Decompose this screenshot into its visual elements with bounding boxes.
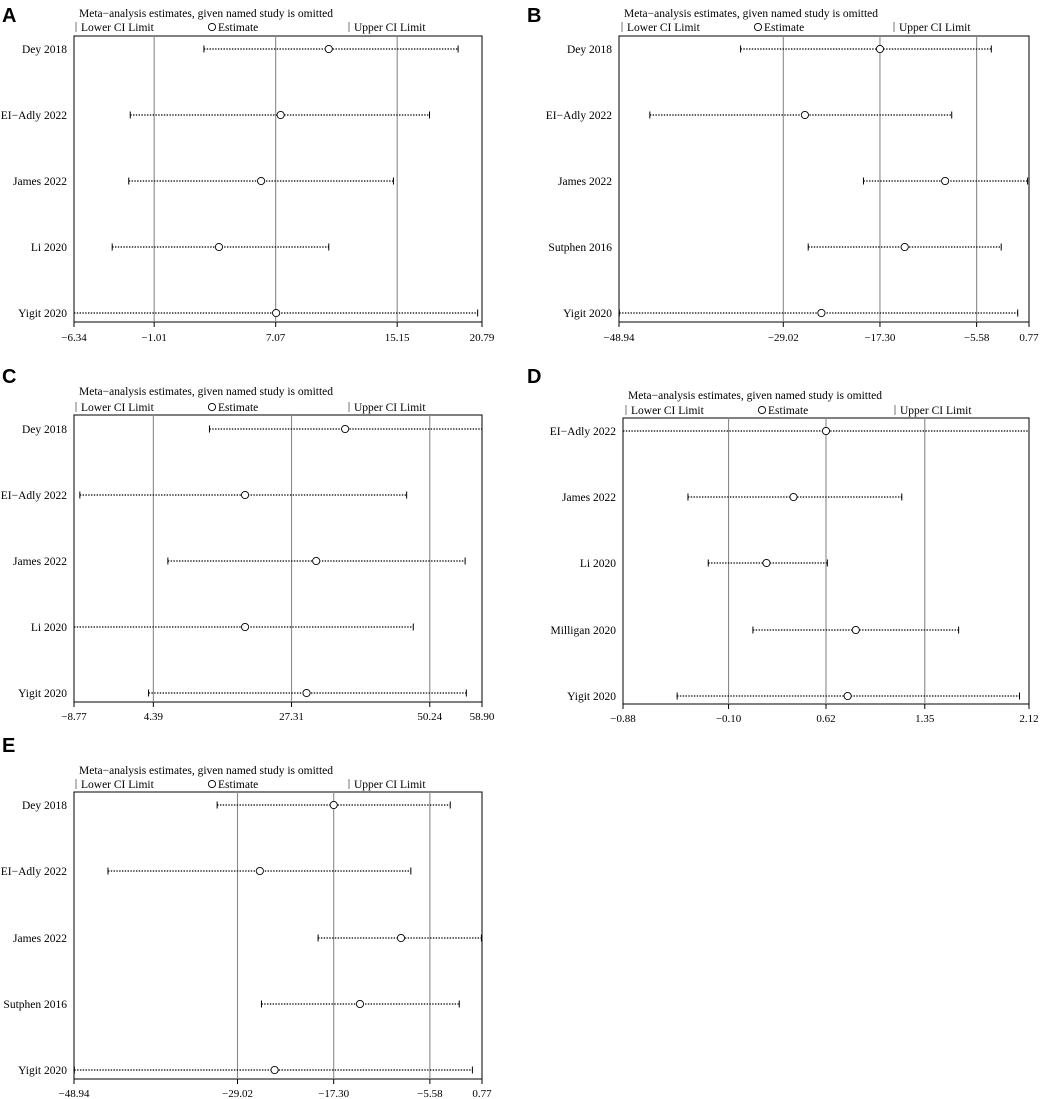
panel-d-study-label: James 2022 xyxy=(562,492,616,504)
panel-e-legend-estimate: Estimate xyxy=(218,779,259,791)
panel-a-title: Meta−analysis estimates, given named study is omitted xyxy=(79,8,334,20)
panel-a-estimate-point xyxy=(325,45,332,52)
panel-a-study-label: James 2022 xyxy=(13,176,67,188)
panel-b-study-label: Yigit 2020 xyxy=(563,308,612,320)
panel-e-estimate-point xyxy=(356,1000,363,1007)
panel-e-letter: E xyxy=(2,735,16,757)
panel-d-estimate-point xyxy=(790,493,797,500)
panel-b-plot-frame xyxy=(619,36,1029,322)
panel-d-tick-label-1: −0.88 xyxy=(610,713,636,725)
panel-d-study-label: Milligan 2020 xyxy=(550,625,616,637)
panel-d-tick-label-5: 2.12 xyxy=(1019,713,1039,725)
panel-c-estimate-point xyxy=(342,425,349,432)
panel-a-legend-estimate: Estimate xyxy=(218,22,259,34)
panel-c-tick-label-2: 4.39 xyxy=(143,711,163,723)
panel-c-estimate-point xyxy=(313,557,320,564)
panel-c-letter: C xyxy=(2,366,17,388)
panel-c-legend-estimate: Estimate xyxy=(218,402,259,414)
panel-c-tick-label-4: 50.24 xyxy=(417,711,443,723)
panel-a-study-label: Yigit 2020 xyxy=(18,308,67,320)
panel-b-legend-estimate: Estimate xyxy=(764,22,805,34)
panel-c-estimate-point xyxy=(241,623,248,630)
panel-a-tick-label-2: −1.01 xyxy=(141,332,167,344)
panel-e-tick-label-1: −48.94 xyxy=(58,1088,90,1099)
panel-b-tick-label-2: −29.02 xyxy=(767,332,799,344)
panel-e-study-label: James 2022 xyxy=(13,933,67,945)
panel-e-study-label: Sutphen 2016 xyxy=(3,999,67,1011)
panel-a-estimate-point xyxy=(277,111,284,118)
panel-b-estimate-point xyxy=(818,309,825,316)
panel-c-estimate-point xyxy=(303,689,310,696)
panel-b-estimate-point xyxy=(876,45,883,52)
panel-d-estimate-point xyxy=(763,559,770,566)
panel-e-study-label: Yigit 2020 xyxy=(18,1065,67,1077)
panel-c-estimate-point xyxy=(241,491,248,498)
panel-c-study-label: Li 2020 xyxy=(30,622,67,634)
panel-b-tick-label-1: −48.94 xyxy=(603,332,635,344)
panel-b-tick-label-3: −17.30 xyxy=(864,332,896,344)
panel-b-study-label: EI−Adly 2022 xyxy=(545,110,612,122)
panel-e-tick-label-4: −5.58 xyxy=(417,1088,443,1099)
panel-e-study-label: Dey 2018 xyxy=(21,800,67,812)
panel-e-title: Meta−analysis estimates, given named study is omitted xyxy=(79,765,334,777)
panel-d-study-label: EI−Adly 2022 xyxy=(549,426,616,438)
panel-c-tick-label-1: −8.77 xyxy=(61,711,87,723)
panel-b-letter: B xyxy=(527,5,542,27)
panel-a-plot-frame xyxy=(74,36,482,322)
panel-e-legend-upper: Upper CI Limit xyxy=(354,779,426,791)
panel-d-title: Meta−analysis estimates, given named study is omitted xyxy=(628,390,883,402)
panel-a-letter: A xyxy=(2,5,17,27)
panel-b-tick-label-5: 0.77 xyxy=(1019,332,1039,344)
panel-a-study-label: Li 2020 xyxy=(30,242,67,254)
panel-b-legend-lower: Lower CI Limit xyxy=(627,22,700,34)
panel-b-legend-upper: Upper CI Limit xyxy=(899,22,971,34)
panel-a-tick-label-5: 20.79 xyxy=(469,332,495,344)
panel-e-tick-label-2: −29.02 xyxy=(222,1088,253,1099)
panel-c-title: Meta−analysis estimates, given named study is omitted xyxy=(79,386,334,398)
panel-e-legend-estimate-marker xyxy=(208,780,215,787)
panel-c-legend-upper: Upper CI Limit xyxy=(354,402,426,414)
panel-b-legend-estimate-marker xyxy=(754,23,761,30)
panel-c-legend-lower: Lower CI Limit xyxy=(81,402,154,414)
panel-d-tick-label-4: 1.35 xyxy=(915,713,935,725)
panel-d-legend-lower: Lower CI Limit xyxy=(631,405,704,417)
panel-d-estimate-point xyxy=(852,626,859,633)
panel-e-plot-frame xyxy=(74,792,482,1079)
panel-c-study-label: Yigit 2020 xyxy=(18,688,67,700)
panel-a-legend-lower: Lower CI Limit xyxy=(81,22,154,34)
panel-a-legend-upper: Upper CI Limit xyxy=(354,22,426,34)
panel-a-estimate-point xyxy=(273,309,280,316)
panel-e-tick-label-5: 0.77 xyxy=(472,1088,492,1099)
panel-a-study-label: EI−Adly 2022 xyxy=(0,110,67,122)
panel-a-tick-label-4: 15.15 xyxy=(384,332,410,344)
panel-c-study-label: James 2022 xyxy=(13,556,67,568)
panel-a-legend-estimate-marker xyxy=(208,23,215,30)
panel-a-tick-label-1: −6.34 xyxy=(61,332,87,344)
panel-c-tick-label-5: 58.90 xyxy=(469,711,495,723)
panel-d-estimate-point xyxy=(822,427,829,434)
panel-d-study-label: Yigit 2020 xyxy=(567,691,616,703)
panel-b-title: Meta−analysis estimates, given named study is omitted xyxy=(624,8,879,20)
panel-d-tick-label-3: 0.62 xyxy=(816,713,836,725)
panel-e-estimate-point xyxy=(256,867,263,874)
panel-d-legend-estimate-marker xyxy=(758,406,765,413)
panel-b-estimate-point xyxy=(801,111,808,118)
panel-a-study-label: Dey 2018 xyxy=(21,44,67,56)
panel-d-letter: D xyxy=(527,366,542,388)
panel-e-estimate-point xyxy=(271,1066,278,1073)
panel-c-legend-estimate-marker xyxy=(208,403,215,410)
panel-a-tick-label-3: 7.07 xyxy=(266,332,286,344)
panel-d-tick-label-2: −0.10 xyxy=(715,713,742,725)
panel-d-study-label: Li 2020 xyxy=(579,558,616,570)
panel-d-legend-estimate: Estimate xyxy=(768,405,809,417)
panel-c-plot-frame xyxy=(74,415,482,702)
panel-a-estimate-point xyxy=(215,243,222,250)
panel-b-study-label: Dey 2018 xyxy=(566,44,612,56)
panel-c-study-label: EI−Adly 2022 xyxy=(0,490,67,502)
panel-e-tick-label-3: −17.30 xyxy=(318,1088,350,1099)
panel-c-tick-label-3: 27.31 xyxy=(279,711,304,723)
panel-c-study-label: Dey 2018 xyxy=(21,424,67,436)
panel-b-estimate-point xyxy=(942,177,949,184)
panel-b-study-label: Sutphen 2016 xyxy=(548,242,612,254)
panel-b-tick-label-4: −5.58 xyxy=(963,332,990,344)
panel-a-estimate-point xyxy=(257,177,264,184)
panel-e-estimate-point xyxy=(397,934,404,941)
panel-b-estimate-point xyxy=(901,243,908,250)
panel-d-estimate-point xyxy=(844,692,851,699)
panel-e-study-label: EI−Adly 2022 xyxy=(0,866,67,878)
panel-e-estimate-point xyxy=(330,801,337,808)
panel-d-legend-upper: Upper CI Limit xyxy=(900,405,972,417)
panel-e-legend-lower: Lower CI Limit xyxy=(81,779,154,791)
panel-b-study-label: James 2022 xyxy=(558,176,612,188)
